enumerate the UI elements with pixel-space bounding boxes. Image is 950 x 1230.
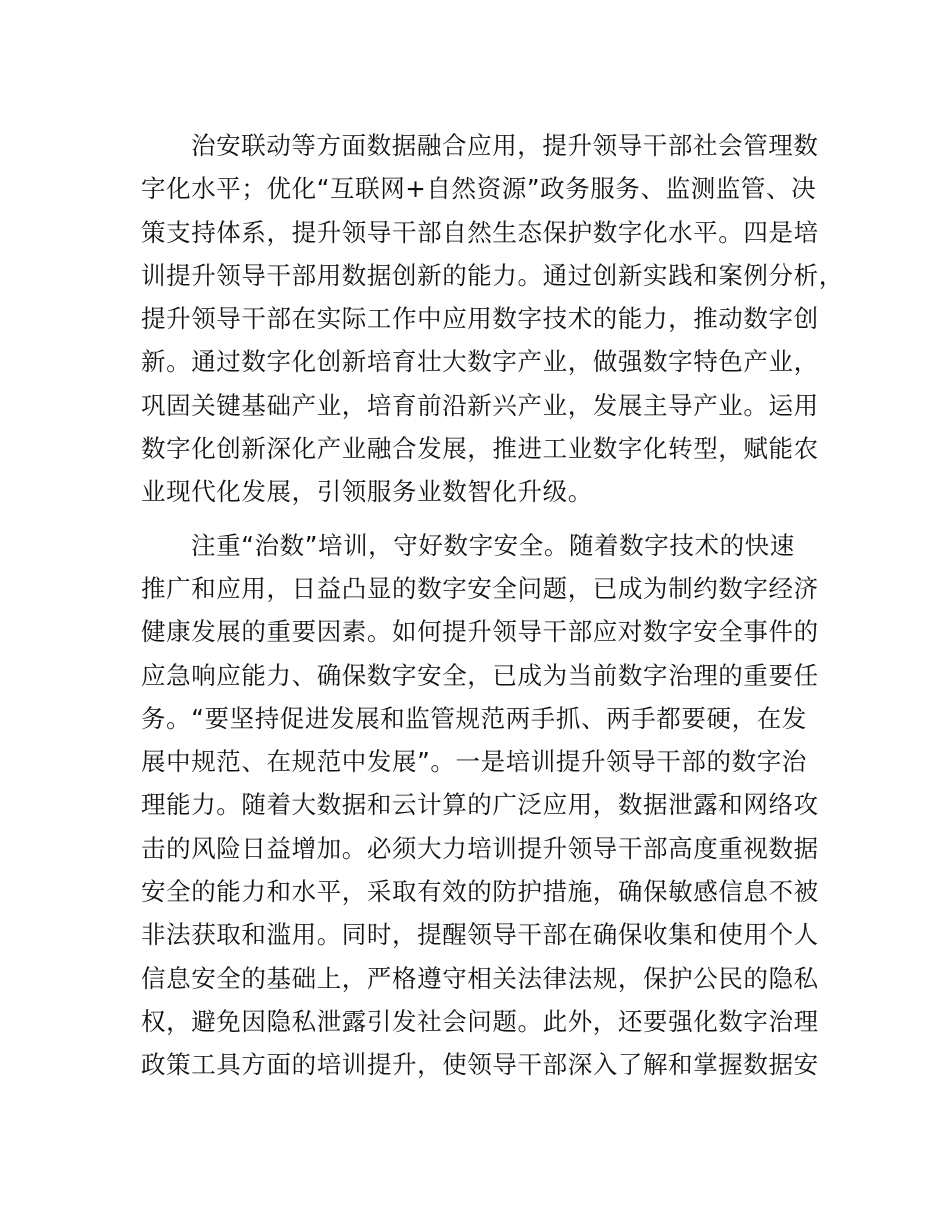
- paragraph-spacer: [141, 514, 861, 524]
- text-line: 政策工具方面的培训提升，使领导干部深入了解和掌握数据安: [141, 1050, 819, 1080]
- paragraph-1: [141, 124, 861, 514]
- text-line: 信息安全的基础上，严格遵守相关法律法规，保护公民的隐私: [141, 963, 819, 993]
- text-line: 理能力。随着大数据和云计算的广泛应用，数据泄露和网络攻: [141, 790, 819, 820]
- text-line: 应急响应能力、确保数字安全，已成为当前数字治理的重要任: [141, 660, 819, 690]
- text-line: 治安联动等方面数据融合应用，提升领导干部社会管理数: [191, 131, 819, 160]
- text-line: 巩固关键基础产业，培育前沿新兴产业，发展主导产业。运用: [141, 390, 819, 420]
- document-body: [141, 124, 861, 1087]
- text-line: 推广和应用，日益凸显的数字安全问题，已成为制约数字经济: [141, 573, 819, 603]
- text-line: 健康发展的重要因素。如何提升领导干部应对数字安全事件的: [141, 617, 819, 647]
- text-line: 策支持体系，提升领导干部自然生态保护数字化水平。四是培: [141, 217, 819, 247]
- text-line: 提升领导干部在实际工作中应用数字技术的能力，推动数字创: [141, 304, 819, 334]
- text-line: 击的风险日益增加。必须大力培训提升领导干部高度重视数据: [141, 833, 819, 863]
- text-line: 务。“要坚持促进发展和监管规范两手抓、两手都要硬，在发: [141, 703, 807, 733]
- paragraph-2: [141, 524, 861, 1087]
- text-line: 安全的能力和水平，采取有效的防护措施，确保敏感信息不被: [141, 877, 819, 907]
- text-line: 数字化创新深化产业融合发展，推进工业数字化转型，赋能农: [141, 434, 819, 464]
- text-line: 训提升领导干部用数据创新的能力。通过创新实践和案例分析，: [141, 260, 844, 290]
- text-line: 新。通过数字化创新培育壮大数字产业，做强数字特色产业，: [141, 347, 819, 377]
- text-line: 字化水平；优化“互联网+自然资源”政务服务、监测监管、决: [141, 174, 817, 204]
- text-line: 业现代化发展，引领服务业数智化升级。: [141, 477, 593, 507]
- text-line: 注重“治数”培训，守好数字安全。随着数字技术的快速: [191, 530, 795, 560]
- text-line: 展中规范、在规范中发展”。一是培训提升领导干部的数字治: [141, 747, 807, 777]
- text-line: 权，避免因隐私泄露引发社会问题。此外，还要强化数字治理: [141, 1006, 819, 1036]
- text-line: 非法获取和滥用。同时，提醒领导干部在确保收集和使用个人: [141, 920, 819, 950]
